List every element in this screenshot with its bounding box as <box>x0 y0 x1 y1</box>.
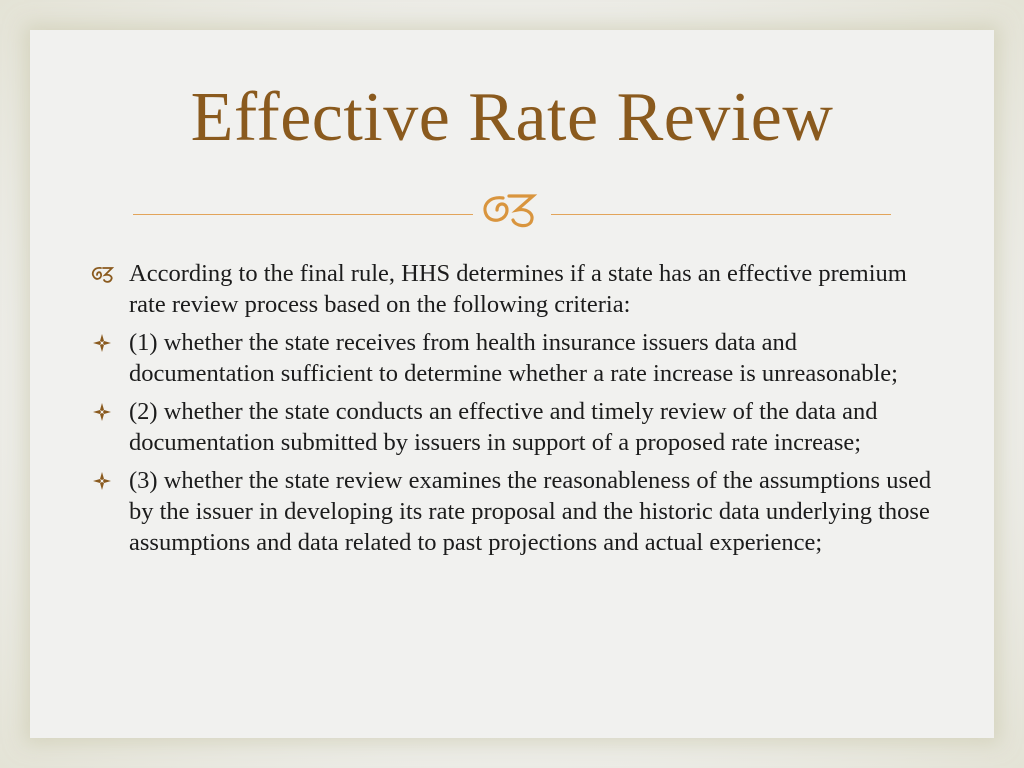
diamond-bullet-icon <box>89 471 115 491</box>
list-item <box>85 465 945 558</box>
bullet-list <box>85 258 945 565</box>
title-divider <box>133 196 891 220</box>
flourish-ornament-icon <box>473 188 551 228</box>
list-item <box>85 258 945 320</box>
list-item <box>85 396 945 458</box>
diamond-bullet-icon <box>89 333 115 353</box>
list-item-text: (1) whether the state receives from health insurance issuers data and documentation sufficient to determine whether a rate increase is unreasonable; <box>129 329 898 387</box>
list-item-text: According to the final rule, HHS determines if a state has an effective premium rate review process based on the following criteria: <box>129 260 907 318</box>
diamond-bullet-icon <box>89 402 115 422</box>
scroll-bullet-icon <box>89 264 115 284</box>
list-item <box>85 327 945 389</box>
list-item-text: (3) whether the state review examines the reasonableness of the assumptions used by the issuer in developing its rate proposal and the historic data underlying those assumptions and data related to past projections and actual experience; <box>129 467 932 556</box>
slide-title: Effective Rate Review <box>190 79 834 156</box>
divider-line-right <box>551 214 891 215</box>
list-item-text: (2) whether the state conducts an effective and timely review of the data and documentation submitted by issuers in support of a proposed rate increase; <box>129 398 878 456</box>
divider-line-left <box>133 214 473 215</box>
